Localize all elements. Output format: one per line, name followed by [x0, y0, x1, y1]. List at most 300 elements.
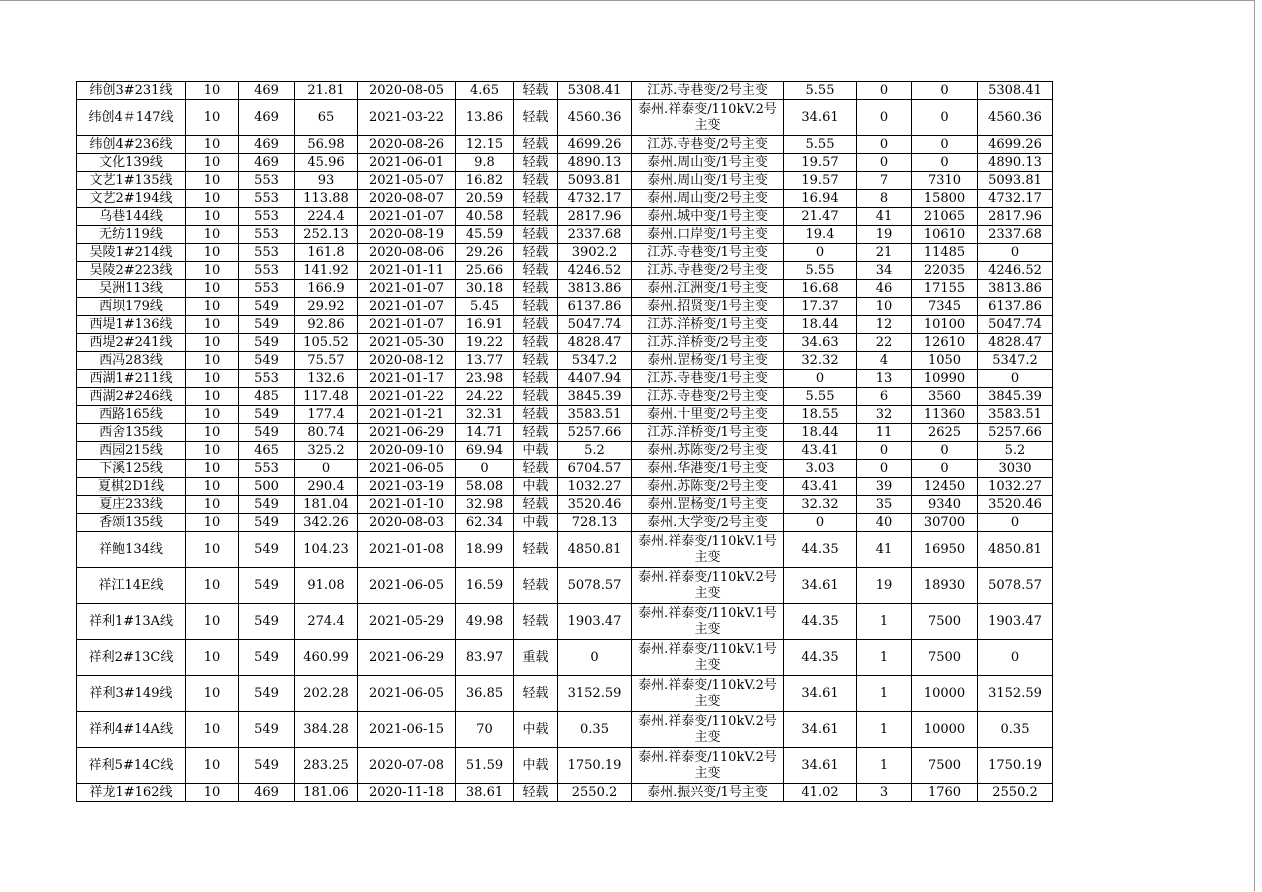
cell-line-name: 西湖2#246线 — [77, 388, 186, 406]
cell-transformer-load-rate: 34.63 — [784, 334, 857, 352]
cell-remaining-capacity: 4246.52 — [558, 262, 632, 280]
cell-user-count: 10 — [857, 298, 912, 316]
cell-user-count: 39 — [857, 478, 912, 496]
cell-user-count: 1 — [857, 712, 912, 748]
cell-load-status: 轻载 — [514, 172, 558, 190]
cell-load-status: 轻载 — [514, 460, 558, 478]
cell-date: 2020-08-07 — [358, 190, 456, 208]
cell-remaining-capacity: 1903.47 — [558, 604, 632, 640]
cell-load-status: 重载 — [514, 640, 558, 676]
cell-current: 181.04 — [295, 496, 358, 514]
cell-available-capacity: 5.2 — [978, 442, 1053, 460]
cell-capacity: 7500 — [912, 640, 978, 676]
cell-remaining-capacity: 4828.47 — [558, 334, 632, 352]
cell-transformer-load-rate: 44.35 — [784, 532, 857, 568]
cell-load-rate: 49.98 — [456, 604, 514, 640]
cell-capacity: 0 — [912, 442, 978, 460]
cell-load-rate: 38.61 — [456, 784, 514, 802]
cell-user-count: 19 — [857, 226, 912, 244]
cell-remaining-capacity: 4407.94 — [558, 370, 632, 388]
cell-load-status: 轻载 — [514, 280, 558, 298]
cell-load-rate: 12.15 — [456, 136, 514, 154]
cell-date: 2021-06-01 — [358, 154, 456, 172]
cell-transformer-load-rate: 21.47 — [784, 208, 857, 226]
cell-load-status: 轻载 — [514, 406, 558, 424]
cell-date: 2020-08-03 — [358, 514, 456, 532]
table-row — [77, 370, 1053, 388]
table-row — [77, 604, 1053, 640]
table-row — [77, 334, 1053, 352]
cell-user-count: 11 — [857, 424, 912, 442]
cell-load-rate: 25.66 — [456, 262, 514, 280]
cell-remaining-capacity: 4850.81 — [558, 532, 632, 568]
cell-capacity: 9340 — [912, 496, 978, 514]
cell-voltage: 10 — [186, 370, 239, 388]
cell-remaining-capacity: 2337.68 — [558, 226, 632, 244]
cell-line-name: 夏棋2D1线 — [77, 478, 186, 496]
cell-line-name: 祥江14E线 — [77, 568, 186, 604]
cell-remaining-capacity: 0 — [558, 640, 632, 676]
cell-transformer-load-rate: 18.55 — [784, 406, 857, 424]
cell-user-count: 22 — [857, 334, 912, 352]
cell-voltage: 10 — [186, 244, 239, 262]
cell-rated-current: 549 — [239, 352, 295, 370]
cell-line-name: 祥鲍134线 — [77, 532, 186, 568]
cell-rated-current: 549 — [239, 316, 295, 334]
table-row — [77, 424, 1053, 442]
cell-user-count: 7 — [857, 172, 912, 190]
cell-user-count: 12 — [857, 316, 912, 334]
cell-current: 181.06 — [295, 784, 358, 802]
cell-available-capacity: 3520.46 — [978, 496, 1053, 514]
cell-transformer-load-rate: 5.55 — [784, 82, 857, 100]
cell-load-status: 轻载 — [514, 532, 558, 568]
table-row — [77, 712, 1053, 748]
cell-remaining-capacity: 3152.59 — [558, 676, 632, 712]
cell-voltage: 10 — [186, 406, 239, 424]
cell-capacity: 2625 — [912, 424, 978, 442]
cell-remaining-capacity: 4732.17 — [558, 190, 632, 208]
cell-load-rate: 16.59 — [456, 568, 514, 604]
cell-substation: 泰州.招贤变/1号主变 — [632, 298, 784, 316]
cell-transformer-load-rate: 32.32 — [784, 496, 857, 514]
cell-transformer-load-rate: 5.55 — [784, 262, 857, 280]
cell-transformer-load-rate: 19.57 — [784, 154, 857, 172]
cell-rated-current: 549 — [239, 334, 295, 352]
cell-remaining-capacity: 3845.39 — [558, 388, 632, 406]
cell-transformer-load-rate: 18.44 — [784, 424, 857, 442]
cell-voltage: 10 — [186, 460, 239, 478]
cell-load-rate: 45.59 — [456, 226, 514, 244]
cell-transformer-load-rate: 16.94 — [784, 190, 857, 208]
cell-load-status: 轻载 — [514, 262, 558, 280]
cell-capacity: 16950 — [912, 532, 978, 568]
cell-available-capacity: 3845.39 — [978, 388, 1053, 406]
cell-date: 2021-01-22 — [358, 388, 456, 406]
cell-remaining-capacity: 6704.57 — [558, 460, 632, 478]
cell-substation: 泰州.祥泰变/110kV.1号主变 — [632, 640, 784, 676]
cell-load-status: 轻载 — [514, 298, 558, 316]
cell-capacity: 7500 — [912, 748, 978, 784]
cell-transformer-load-rate: 32.32 — [784, 352, 857, 370]
cell-load-status: 轻载 — [514, 676, 558, 712]
cell-transformer-load-rate: 17.37 — [784, 298, 857, 316]
cell-remaining-capacity: 6137.86 — [558, 298, 632, 316]
cell-voltage: 10 — [186, 100, 239, 136]
cell-line-name: 香颂135线 — [77, 514, 186, 532]
cell-remaining-capacity: 5093.81 — [558, 172, 632, 190]
cell-load-rate: 23.98 — [456, 370, 514, 388]
cell-current: 384.28 — [295, 712, 358, 748]
cell-remaining-capacity: 3813.86 — [558, 280, 632, 298]
cell-rated-current: 553 — [239, 262, 295, 280]
cell-current: 80.74 — [295, 424, 358, 442]
cell-date: 2021-03-19 — [358, 478, 456, 496]
table-row — [77, 208, 1053, 226]
cell-transformer-load-rate: 34.61 — [784, 100, 857, 136]
cell-user-count: 35 — [857, 496, 912, 514]
cell-line-name: 祥利3#149线 — [77, 676, 186, 712]
cell-current: 132.6 — [295, 370, 358, 388]
cell-substation: 泰州.江洲变/1号主变 — [632, 280, 784, 298]
cell-transformer-load-rate: 44.35 — [784, 640, 857, 676]
cell-user-count: 0 — [857, 100, 912, 136]
cell-transformer-load-rate: 0 — [784, 514, 857, 532]
cell-load-status: 中载 — [514, 478, 558, 496]
cell-current: 56.98 — [295, 136, 358, 154]
cell-load-rate: 0 — [456, 460, 514, 478]
cell-date: 2020-08-26 — [358, 136, 456, 154]
cell-substation: 泰州.周山变/2号主变 — [632, 190, 784, 208]
cell-date: 2021-06-29 — [358, 424, 456, 442]
cell-line-name: 祥利5#14C线 — [77, 748, 186, 784]
cell-load-rate: 30.18 — [456, 280, 514, 298]
cell-user-count: 41 — [857, 208, 912, 226]
cell-date: 2021-01-10 — [358, 496, 456, 514]
cell-line-name: 西冯283线 — [77, 352, 186, 370]
cell-capacity: 7345 — [912, 298, 978, 316]
cell-rated-current: 549 — [239, 496, 295, 514]
cell-available-capacity: 4246.52 — [978, 262, 1053, 280]
cell-line-name: 文化139线 — [77, 154, 186, 172]
cell-load-rate: 36.85 — [456, 676, 514, 712]
cell-user-count: 40 — [857, 514, 912, 532]
cell-rated-current: 553 — [239, 460, 295, 478]
cell-current: 45.96 — [295, 154, 358, 172]
cell-rated-current: 549 — [239, 532, 295, 568]
cell-voltage: 10 — [186, 136, 239, 154]
cell-substation: 江苏.洋桥变/1号主变 — [632, 316, 784, 334]
cell-transformer-load-rate: 44.35 — [784, 604, 857, 640]
cell-current: 0 — [295, 460, 358, 478]
cell-load-status: 轻载 — [514, 190, 558, 208]
cell-date: 2021-06-05 — [358, 676, 456, 712]
cell-load-rate: 9.8 — [456, 154, 514, 172]
cell-substation: 泰州.华港变/1号主变 — [632, 460, 784, 478]
cell-rated-current: 500 — [239, 478, 295, 496]
cell-line-name: 祥龙1#162线 — [77, 784, 186, 802]
cell-load-status: 轻载 — [514, 226, 558, 244]
cell-line-name: 文艺2#194线 — [77, 190, 186, 208]
cell-date: 2021-01-07 — [358, 208, 456, 226]
cell-rated-current: 469 — [239, 136, 295, 154]
cell-load-status: 轻载 — [514, 784, 558, 802]
cell-remaining-capacity: 5347.2 — [558, 352, 632, 370]
cell-capacity: 12610 — [912, 334, 978, 352]
cell-line-name: 西园215线 — [77, 442, 186, 460]
cell-current: 274.4 — [295, 604, 358, 640]
cell-current: 325.2 — [295, 442, 358, 460]
cell-transformer-load-rate: 34.61 — [784, 676, 857, 712]
cell-available-capacity: 4699.26 — [978, 136, 1053, 154]
cell-available-capacity: 1750.19 — [978, 748, 1053, 784]
cell-available-capacity: 3583.51 — [978, 406, 1053, 424]
cell-load-rate: 51.59 — [456, 748, 514, 784]
cell-current: 202.28 — [295, 676, 358, 712]
cell-capacity: 12450 — [912, 478, 978, 496]
cell-transformer-load-rate: 34.61 — [784, 748, 857, 784]
cell-transformer-load-rate: 19.4 — [784, 226, 857, 244]
cell-line-name: 西舍135线 — [77, 424, 186, 442]
cell-transformer-load-rate: 3.03 — [784, 460, 857, 478]
cell-load-status: 中载 — [514, 442, 558, 460]
cell-remaining-capacity: 4560.36 — [558, 100, 632, 136]
cell-user-count: 1 — [857, 640, 912, 676]
cell-current: 166.9 — [295, 280, 358, 298]
cell-voltage: 10 — [186, 532, 239, 568]
cell-voltage: 10 — [186, 262, 239, 280]
cell-capacity: 11485 — [912, 244, 978, 262]
cell-line-name: 下溪125线 — [77, 460, 186, 478]
cell-date: 2020-08-05 — [358, 82, 456, 100]
cell-date: 2021-06-05 — [358, 460, 456, 478]
cell-voltage: 10 — [186, 154, 239, 172]
cell-load-rate: 13.86 — [456, 100, 514, 136]
table-row — [77, 172, 1053, 190]
cell-voltage: 10 — [186, 208, 239, 226]
cell-load-rate: 19.22 — [456, 334, 514, 352]
table-row — [77, 154, 1053, 172]
cell-load-rate: 5.45 — [456, 298, 514, 316]
cell-voltage: 10 — [186, 676, 239, 712]
cell-substation: 泰州.祥泰变/110kV.2号主变 — [632, 676, 784, 712]
cell-user-count: 1 — [857, 748, 912, 784]
cell-load-status: 轻载 — [514, 316, 558, 334]
cell-rated-current: 469 — [239, 82, 295, 100]
cell-substation: 江苏.洋桥变/2号主变 — [632, 334, 784, 352]
cell-transformer-load-rate: 16.68 — [784, 280, 857, 298]
cell-user-count: 3 — [857, 784, 912, 802]
cell-capacity: 0 — [912, 82, 978, 100]
table-row — [77, 514, 1053, 532]
cell-current: 117.48 — [295, 388, 358, 406]
cell-current: 91.08 — [295, 568, 358, 604]
cell-user-count: 0 — [857, 154, 912, 172]
cell-voltage: 10 — [186, 640, 239, 676]
cell-substation: 泰州.祥泰变/110kV.2号主变 — [632, 100, 784, 136]
cell-transformer-load-rate: 19.57 — [784, 172, 857, 190]
table-row — [77, 532, 1053, 568]
cell-available-capacity: 5093.81 — [978, 172, 1053, 190]
cell-substation: 泰州.祥泰变/110kV.1号主变 — [632, 532, 784, 568]
cell-available-capacity: 3030 — [978, 460, 1053, 478]
cell-date: 2021-01-11 — [358, 262, 456, 280]
table-row — [77, 748, 1053, 784]
cell-user-count: 21 — [857, 244, 912, 262]
cell-voltage: 10 — [186, 190, 239, 208]
cell-substation: 泰州.苏陈变/2号主变 — [632, 442, 784, 460]
table-row — [77, 280, 1053, 298]
table-row — [77, 478, 1053, 496]
cell-transformer-load-rate: 0 — [784, 370, 857, 388]
table-row — [77, 568, 1053, 604]
cell-substation: 江苏.寺巷变/1号主变 — [632, 244, 784, 262]
cell-available-capacity: 2550.2 — [978, 784, 1053, 802]
cell-substation: 泰州.振兴变/1号主变 — [632, 784, 784, 802]
cell-transformer-load-rate: 34.61 — [784, 712, 857, 748]
cell-date: 2021-05-30 — [358, 334, 456, 352]
cell-remaining-capacity: 3902.2 — [558, 244, 632, 262]
cell-available-capacity: 4732.17 — [978, 190, 1053, 208]
table-row — [77, 136, 1053, 154]
cell-remaining-capacity: 5078.57 — [558, 568, 632, 604]
cell-capacity: 21065 — [912, 208, 978, 226]
cell-date: 2020-08-06 — [358, 244, 456, 262]
cell-current: 161.8 — [295, 244, 358, 262]
cell-load-status: 轻载 — [514, 424, 558, 442]
cell-available-capacity: 5047.74 — [978, 316, 1053, 334]
table-body — [77, 82, 1053, 802]
cell-capacity: 0 — [912, 100, 978, 136]
cell-available-capacity: 5347.2 — [978, 352, 1053, 370]
cell-remaining-capacity: 4890.13 — [558, 154, 632, 172]
cell-load-status: 轻载 — [514, 388, 558, 406]
cell-remaining-capacity: 3583.51 — [558, 406, 632, 424]
cell-available-capacity: 0.35 — [978, 712, 1053, 748]
table-row — [77, 640, 1053, 676]
cell-transformer-load-rate: 18.44 — [784, 316, 857, 334]
cell-load-rate: 13.77 — [456, 352, 514, 370]
table-row — [77, 226, 1053, 244]
cell-substation: 泰州.祥泰变/110kV.2号主变 — [632, 748, 784, 784]
cell-voltage: 10 — [186, 226, 239, 244]
cell-available-capacity: 4560.36 — [978, 100, 1053, 136]
cell-date: 2021-06-15 — [358, 712, 456, 748]
cell-remaining-capacity: 0.35 — [558, 712, 632, 748]
cell-line-name: 无纺119线 — [77, 226, 186, 244]
table-row — [77, 676, 1053, 712]
cell-current: 252.13 — [295, 226, 358, 244]
cell-available-capacity: 3813.86 — [978, 280, 1053, 298]
cell-available-capacity: 2817.96 — [978, 208, 1053, 226]
cell-rated-current: 469 — [239, 154, 295, 172]
cell-remaining-capacity: 2550.2 — [558, 784, 632, 802]
cell-date: 2021-06-05 — [358, 568, 456, 604]
table-row — [77, 100, 1053, 136]
cell-capacity: 10100 — [912, 316, 978, 334]
cell-capacity: 7500 — [912, 604, 978, 640]
cell-transformer-load-rate: 5.55 — [784, 388, 857, 406]
cell-load-status: 轻载 — [514, 568, 558, 604]
cell-load-rate: 62.34 — [456, 514, 514, 532]
cell-substation: 泰州.十里变/2号主变 — [632, 406, 784, 424]
cell-current: 92.86 — [295, 316, 358, 334]
cell-remaining-capacity: 5047.74 — [558, 316, 632, 334]
table-row — [77, 262, 1053, 280]
cell-capacity: 10610 — [912, 226, 978, 244]
cell-substation: 江苏.洋桥变/1号主变 — [632, 424, 784, 442]
cell-capacity: 15800 — [912, 190, 978, 208]
cell-voltage: 10 — [186, 514, 239, 532]
cell-voltage: 10 — [186, 496, 239, 514]
table-row — [77, 190, 1053, 208]
cell-available-capacity: 2337.68 — [978, 226, 1053, 244]
table-row — [77, 82, 1053, 100]
table-row — [77, 244, 1053, 262]
cell-date: 2021-01-07 — [358, 280, 456, 298]
cell-load-rate: 16.91 — [456, 316, 514, 334]
cell-capacity: 22035 — [912, 262, 978, 280]
cell-capacity: 10990 — [912, 370, 978, 388]
cell-capacity: 1760 — [912, 784, 978, 802]
cell-line-name: 西路165线 — [77, 406, 186, 424]
cell-capacity: 18930 — [912, 568, 978, 604]
table-row — [77, 784, 1053, 802]
cell-voltage: 10 — [186, 82, 239, 100]
cell-substation: 江苏.寺巷变/2号主变 — [632, 82, 784, 100]
cell-load-status: 中载 — [514, 748, 558, 784]
cell-voltage: 10 — [186, 748, 239, 784]
cell-remaining-capacity: 1750.19 — [558, 748, 632, 784]
cell-substation: 泰州.大学变/2号主变 — [632, 514, 784, 532]
cell-load-status: 中载 — [514, 514, 558, 532]
cell-available-capacity: 1903.47 — [978, 604, 1053, 640]
cell-current: 342.26 — [295, 514, 358, 532]
cell-line-name: 纬创4＃147线 — [77, 100, 186, 136]
cell-user-count: 0 — [857, 136, 912, 154]
cell-substation: 泰州.口岸变/1号主变 — [632, 226, 784, 244]
cell-capacity: 10000 — [912, 676, 978, 712]
cell-date: 2020-09-10 — [358, 442, 456, 460]
cell-current: 21.81 — [295, 82, 358, 100]
cell-substation: 泰州.周山变/1号主变 — [632, 154, 784, 172]
cell-remaining-capacity: 3520.46 — [558, 496, 632, 514]
cell-rated-current: 553 — [239, 226, 295, 244]
cell-available-capacity: 0 — [978, 244, 1053, 262]
cell-date: 2021-01-17 — [358, 370, 456, 388]
cell-line-name: 纬创4#236线 — [77, 136, 186, 154]
cell-load-status: 轻载 — [514, 352, 558, 370]
cell-current: 141.92 — [295, 262, 358, 280]
cell-transformer-load-rate: 41.02 — [784, 784, 857, 802]
cell-transformer-load-rate: 5.55 — [784, 136, 857, 154]
cell-date: 2020-08-12 — [358, 352, 456, 370]
cell-rated-current: 465 — [239, 442, 295, 460]
cell-substation: 泰州.祥泰变/110kV.1号主变 — [632, 604, 784, 640]
cell-load-status: 轻载 — [514, 496, 558, 514]
cell-remaining-capacity: 2817.96 — [558, 208, 632, 226]
cell-rated-current: 549 — [239, 406, 295, 424]
cell-rated-current: 553 — [239, 190, 295, 208]
cell-load-status: 轻载 — [514, 208, 558, 226]
cell-load-status: 轻载 — [514, 370, 558, 388]
cell-substation: 泰州.城中变/1号主变 — [632, 208, 784, 226]
cell-line-name: 西堤1#136线 — [77, 316, 186, 334]
cell-date: 2021-01-08 — [358, 532, 456, 568]
cell-voltage: 10 — [186, 442, 239, 460]
cell-voltage: 10 — [186, 316, 239, 334]
cell-substation: 泰州.罡杨变/1号主变 — [632, 352, 784, 370]
